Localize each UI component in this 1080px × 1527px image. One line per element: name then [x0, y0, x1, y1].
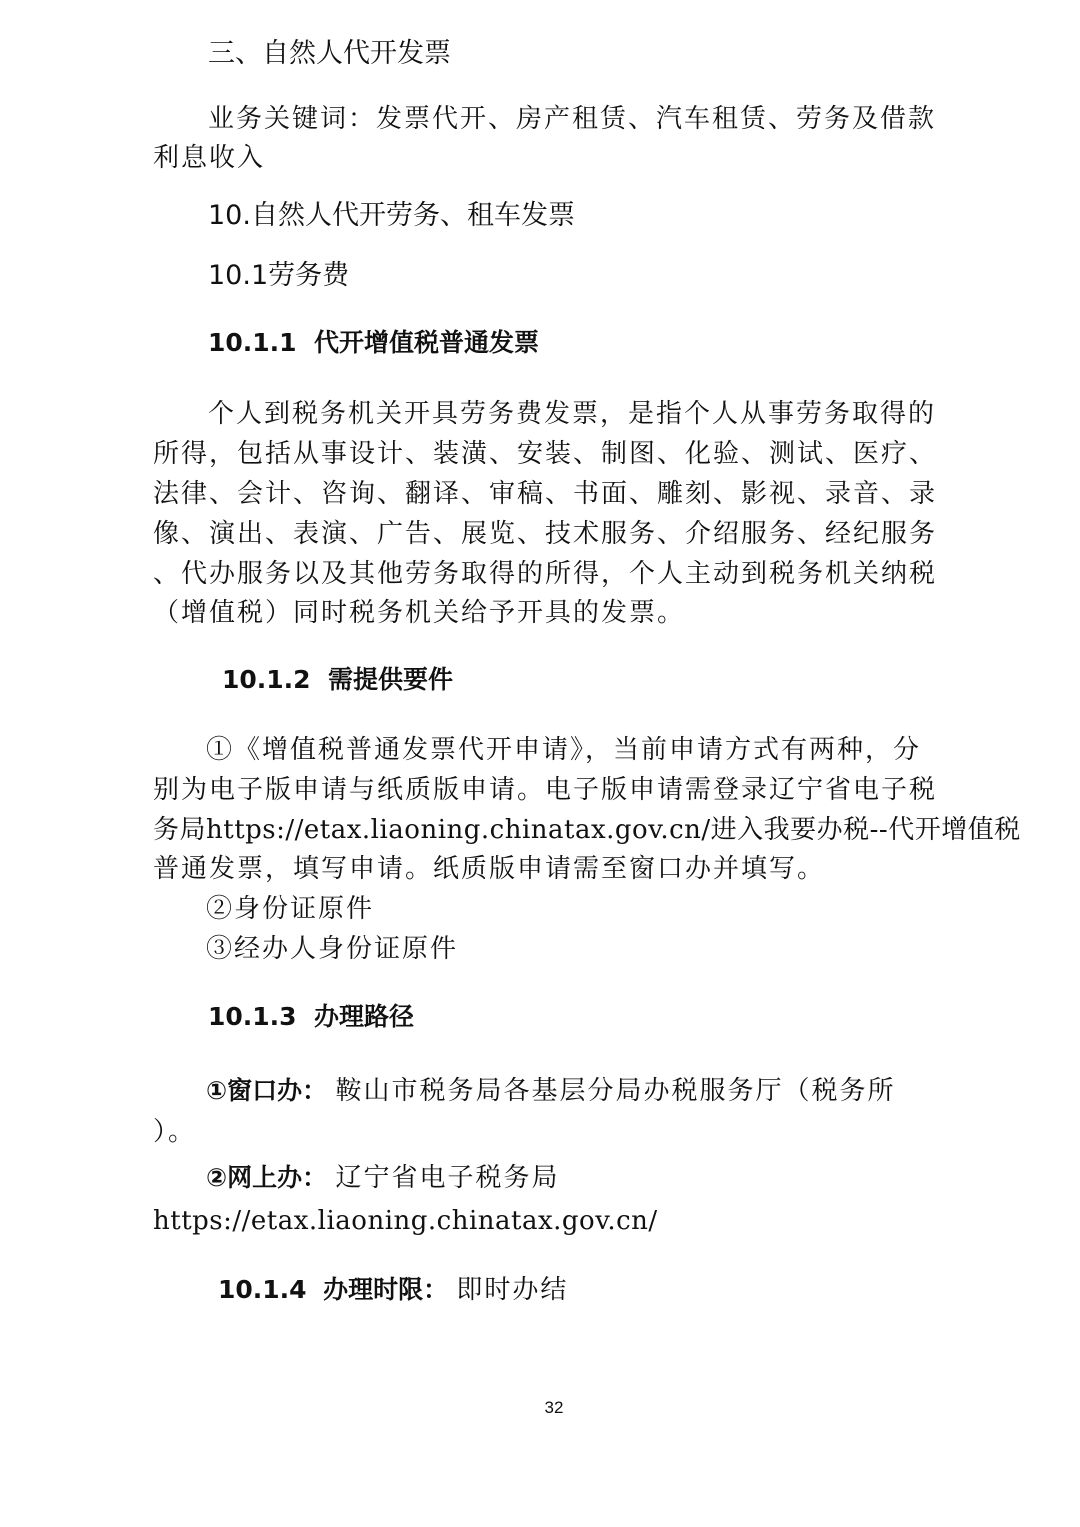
heading-text: 办理路径 — [314, 1002, 415, 1031]
heading-text: 需提供要件 — [328, 665, 454, 694]
page-number: 32 — [544, 1398, 564, 1417]
paragraph-line: 像、演出、表演、广告、展览、技术服务、介绍服务、经纪服务 — [153, 519, 938, 549]
list-item: ③经办人身份证原件 — [206, 934, 459, 964]
online-route-text: 辽宁省电子税务局 — [335, 1163, 560, 1193]
paragraph-line: 普通发票，填写申请。纸质版申请需至窗口办并填写。 — [153, 854, 826, 884]
heading-text: 办理时限： — [323, 1275, 449, 1304]
heading-10-1-2 — [222, 660, 453, 700]
paragraph-line: 、代办服务以及其他劳务取得的所得，个人主动到税务机关纳税 — [153, 559, 938, 589]
paragraph-line: 个人到税务机关开具劳务费发票，是指个人从事劳务取得的 — [208, 399, 937, 429]
online-route-label: ②网上办： — [206, 1163, 328, 1192]
processing-time: 即时办结 — [456, 1275, 569, 1305]
paragraph-line: （增值税）同时税务机关给予开具的发票。 — [153, 598, 686, 628]
heading-number: 10.1.3 — [208, 1002, 297, 1031]
heading-number: 10.1.4 — [218, 1275, 307, 1304]
heading-number: 10.1.1 — [208, 328, 297, 357]
window-route-text-cont: ）。 — [153, 1117, 197, 1147]
keywords-line: 业务关键词：发票代开、房产租赁、汽车租赁、劳务及借款 — [208, 104, 937, 134]
keywords-line-cont: 利息收入 — [153, 143, 266, 173]
heading-10-1-1 — [208, 323, 539, 363]
heading-10-1-4 — [218, 1270, 568, 1310]
heading-10-1-3 — [208, 997, 414, 1037]
window-route-text: 鞍山市税务局各基层分局办税服务厅（税务所 — [335, 1076, 896, 1106]
online-route-url: https://etax.liaoning.chinatax.gov.cn/ — [153, 1206, 658, 1236]
section-title: 三、自然人代开发票 — [208, 38, 451, 69]
window-route-label: ①窗口办： — [206, 1076, 328, 1105]
window-route — [206, 1071, 895, 1111]
paragraph-line: 所得，包括从事设计、装潢、安装、制图、化验、测试、医疗、 — [153, 439, 938, 469]
paragraph-line: 法律、会计、咨询、翻译、审稿、书面、雕刻、影视、录音、录 — [153, 479, 938, 509]
paragraph-line: 别为电子版申请与纸质版申请。电子版申请需登录辽宁省电子税 — [153, 775, 938, 805]
online-route — [206, 1158, 559, 1198]
subsection-title: 10.自然人代开劳务、租车发票 — [208, 200, 575, 231]
heading-text: 代开增值税普通发票 — [314, 328, 540, 357]
subsection-sub-title: 10.1劳务费 — [208, 260, 350, 291]
list-item: ②身份证原件 — [206, 894, 375, 924]
paragraph-line: 务局https://etax.liaoning.chinatax.gov.cn/进入我要办税--代开增值税 — [153, 815, 1021, 845]
paragraph-line: ①《增值税普通发票代开申请》，当前申请方式有两种，分 — [206, 735, 922, 765]
heading-number: 10.1.2 — [222, 665, 311, 694]
